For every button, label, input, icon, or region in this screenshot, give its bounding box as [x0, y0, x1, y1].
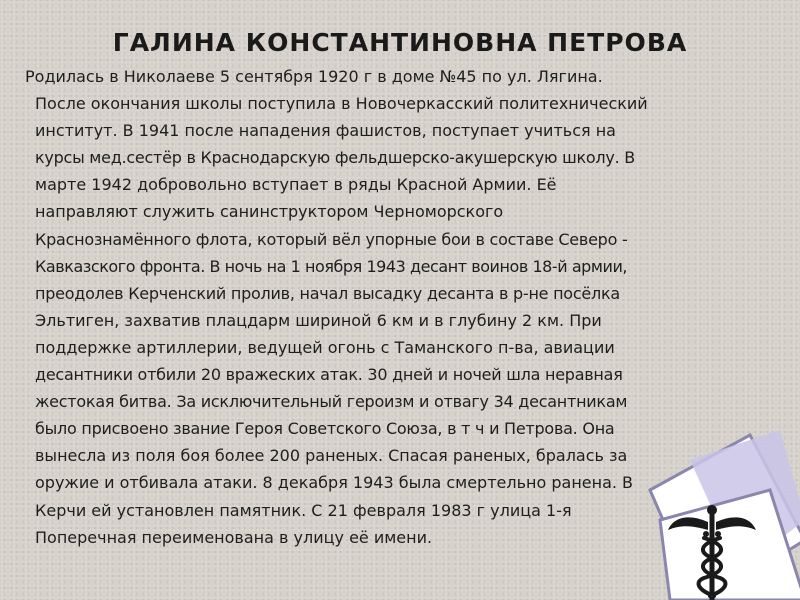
paragraph-line: вынесла из поля боя более 200 раненых. Спасая раненых, бралась за — [35, 446, 628, 466]
paragraph-line: направляют служить санинструктором Черноморского — [35, 202, 504, 222]
biography-paragraph — [25, 63, 775, 551]
paragraph-line: Краснознамённого флота, который вёл упорные бои в составе Северо - — [35, 229, 628, 249]
paragraph-line: Родилась в Николаеве 5 сентября 1920 г в доме №45 по ул. Лягина. — [25, 67, 603, 86]
paragraph-line: жестокая битва. За исключительный героизм и отвагу 34 десантникам — [35, 392, 628, 412]
paragraph-line: было присвоено звание Героя Советского Союза, в т ч и Петрова. Она — [35, 419, 615, 439]
paragraph-line: курсы мед.сестёр в Краснодарскую фельдшерско-акушерскую школу. В — [35, 148, 636, 168]
paragraph-line: Эльтиген, захватив плацдарм шириной 6 км и в глубину 2 км. При — [35, 310, 602, 330]
paragraph-line: институт. В 1941 после нападения фашистов, поступает учиться на — [35, 121, 616, 141]
paragraph-line: Керчи ей установлен памятник. С 21 февраля 1983 г улица 1-я — [35, 500, 572, 520]
page-title: ГАЛИНА КОНСТАНТИНОВНА ПЕТРОВА — [112, 28, 688, 57]
paragraph-line: преодолев Керченский пролив, начал высадку десанта в р-не посёлка — [35, 283, 620, 303]
paragraph-line: оружие и отбивала атаки. 8 декабря 1943 была смертельно ранена. В — [35, 473, 634, 493]
paragraph-line: десантники отбили 20 вражеских атак. 30 дней и ночей шла неравная — [35, 365, 623, 385]
paragraph-line: После окончания школы поступила в Новочеркасский политехнический — [35, 94, 648, 114]
paragraph-line: Поперечная переименована в улицу её имени. — [35, 527, 433, 547]
paragraph-line: Кавказского фронта. В ночь на 1 ноября 1943 десант воинов 18-й армии, — [35, 256, 628, 276]
paragraph-line: марте 1942 добровольно вступает в ряды Красной Армии. Её — [35, 175, 557, 195]
paragraph-line: поддержке артиллерии, ведущей огонь с Таманского п-ва, авиации — [35, 337, 615, 357]
